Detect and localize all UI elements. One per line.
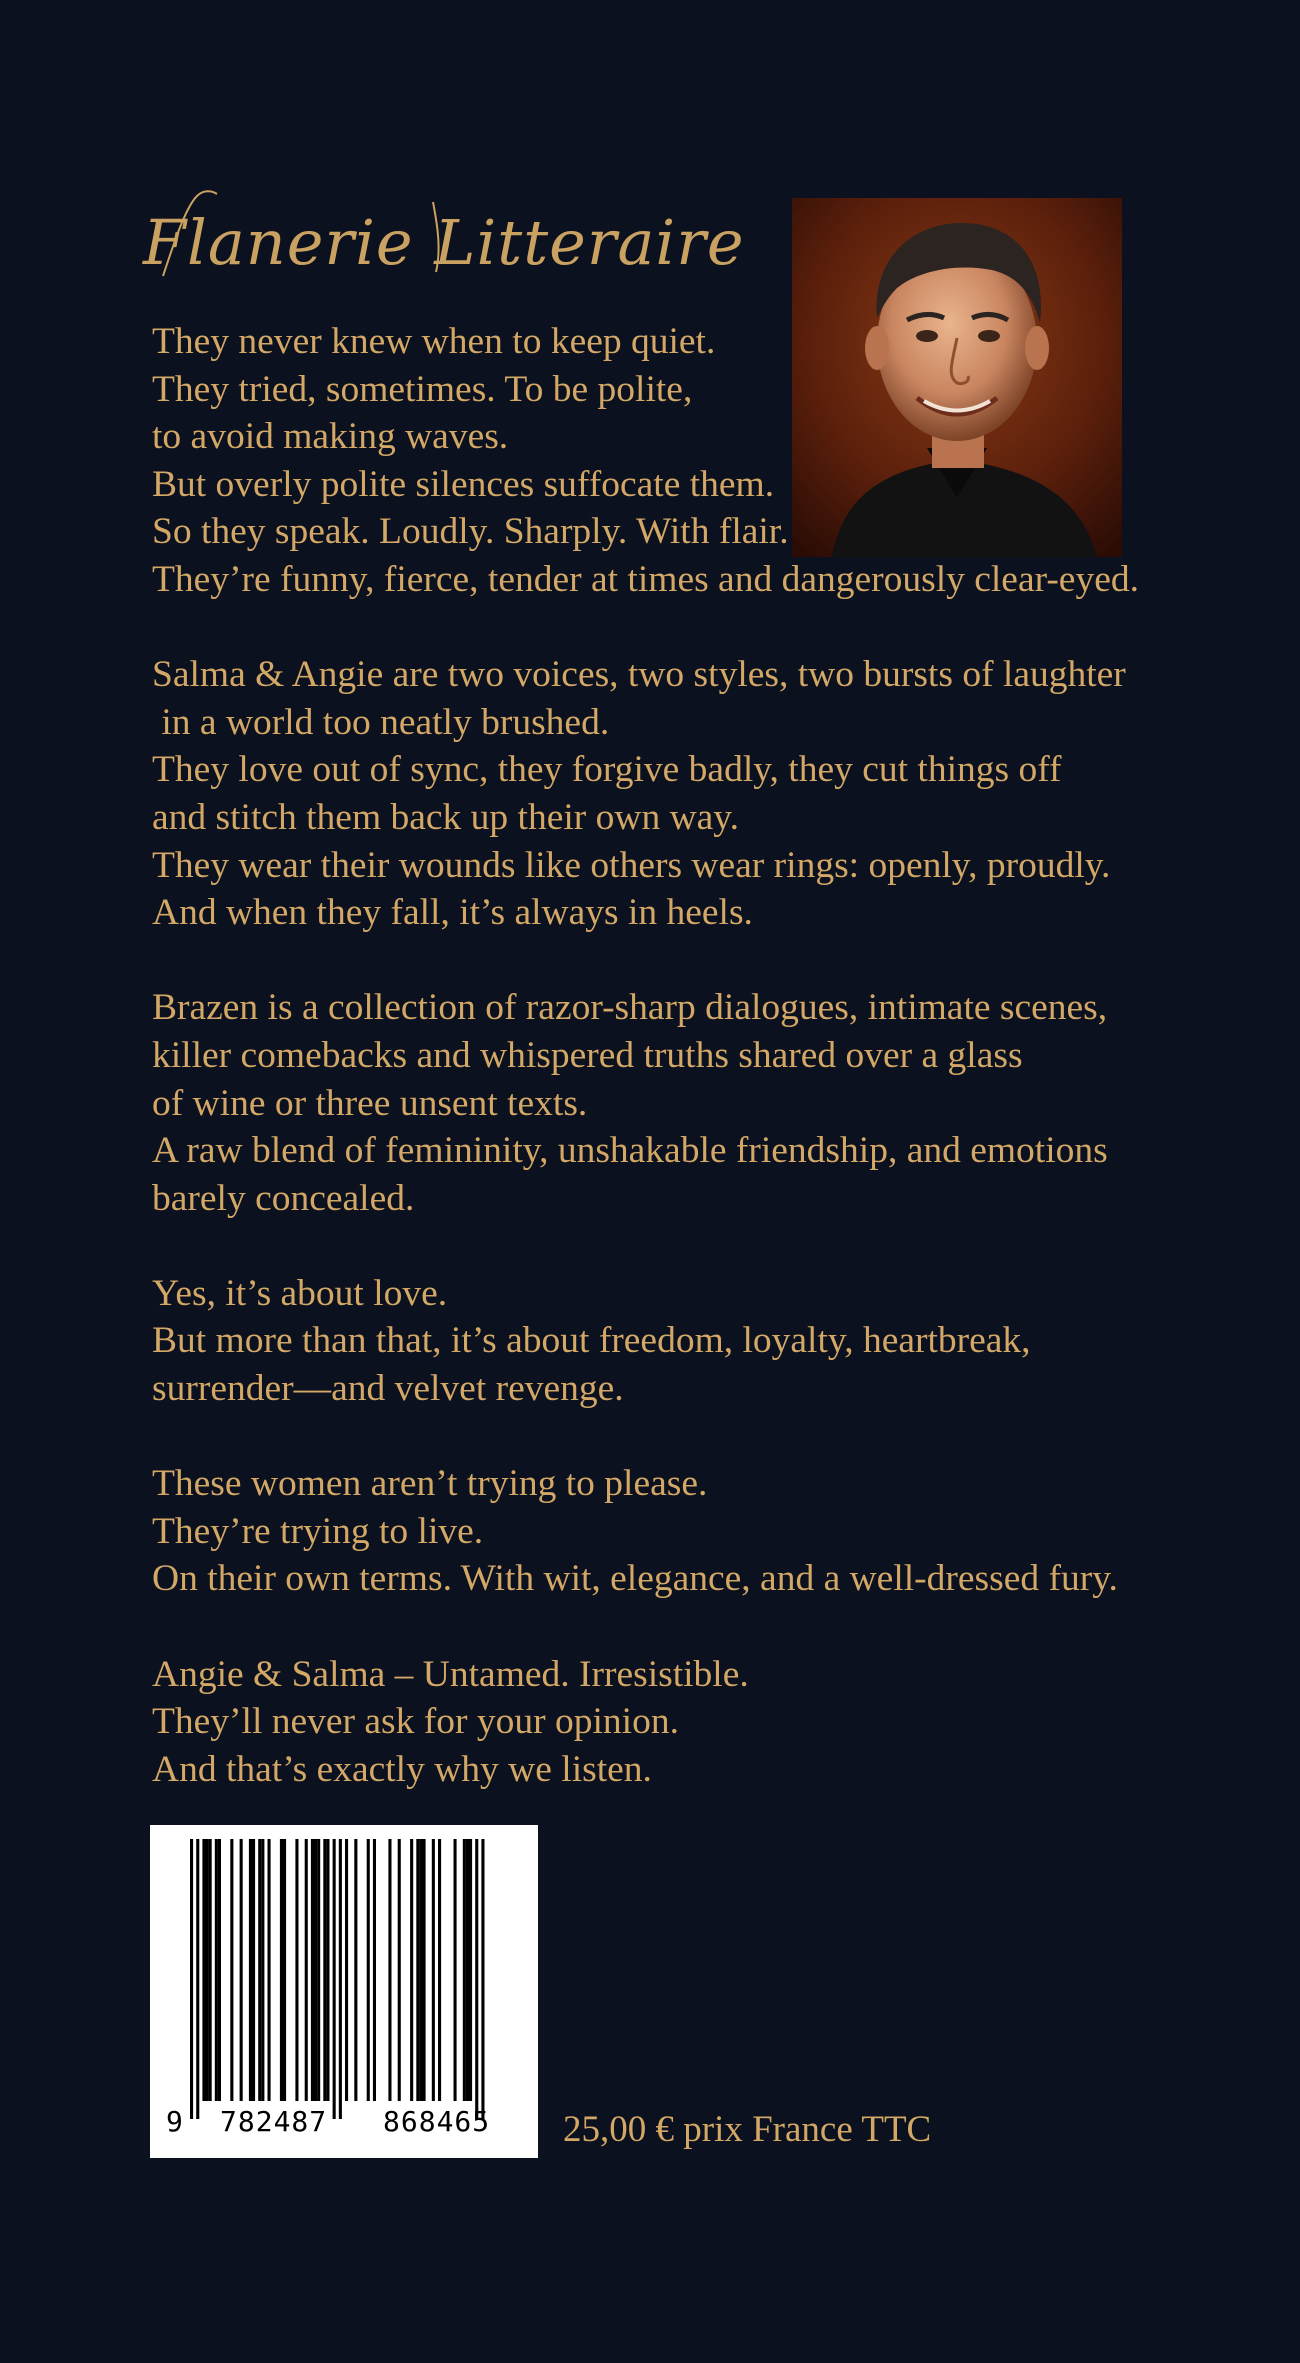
barcode-bar	[230, 1839, 233, 2101]
barcode-left-digits: 782487	[220, 2105, 328, 2138]
blurb-line: Angie & Salma – Untamed. Irresistible.	[152, 1653, 749, 1695]
blurb-line: On their own terms. With wit, elegance, and a well-dressed fury.	[152, 1558, 1118, 1600]
blurb-line: They wear their wounds like others wear rings: openly, proudly.	[152, 844, 1111, 886]
blurb-line: And when they fall, it’s always in heels.	[152, 892, 753, 934]
blurb-line: and stitch them back up their own way.	[152, 796, 739, 838]
blurb-line: A raw blend of femininity, unshakable friendship, and emotions	[152, 1130, 1108, 1172]
publisher-name: Flanerie Litteraire	[143, 206, 745, 279]
barcode-guard-bar	[190, 1839, 193, 2119]
barcode-bar	[280, 1839, 283, 2101]
barcode-bar	[354, 1839, 357, 2101]
blurb-line: They’ll never ask for your opinion.	[152, 1701, 679, 1743]
barcode-bar	[305, 1839, 308, 2101]
isbn-barcode	[150, 1825, 538, 2158]
barcode-bar	[209, 1839, 212, 2101]
barcode-bar	[258, 1839, 261, 2101]
blurb-line: in a world too neatly brushed.	[152, 701, 610, 743]
barcode-bar	[261, 1839, 264, 2101]
blurb-line: They love out of sync, they forgive badly, they cut things off	[152, 749, 1062, 791]
blurb-paragraph-5	[152, 1460, 1152, 1603]
barcode-bar	[373, 1839, 376, 2101]
blurb-line: They never knew when to keep quiet.	[152, 321, 716, 362]
barcode-bar	[295, 1839, 298, 2101]
barcode-bar	[218, 1839, 221, 2101]
barcode-bar	[252, 1839, 255, 2101]
blurb-line: killer comebacks and whispered truths shared over a glass	[152, 1034, 1023, 1076]
barcode-guard-bar	[481, 1839, 484, 2119]
blurb-paragraph-4	[152, 1270, 1152, 1413]
blurb-paragraph-1	[152, 318, 1152, 604]
barcode-bar	[416, 1839, 419, 2101]
barcode-guard-bar	[339, 1839, 342, 2119]
barcode-bar	[311, 1839, 314, 2101]
blurb-paragraph-3	[152, 984, 1152, 1222]
barcode-bar	[314, 1839, 317, 2101]
barcode-bar	[463, 1839, 466, 2101]
barcode-guard-bar	[333, 1839, 336, 2119]
barcode-bar	[469, 1839, 472, 2101]
blurb-line: But more than that, it’s about freedom, loyalty, heartbreak,	[152, 1320, 1031, 1362]
barcode-bar	[419, 1839, 422, 2101]
back-cover-blurb	[152, 318, 1152, 1841]
publisher-logo	[133, 168, 745, 308]
blurb-line: They tried, sometimes. To be polite,	[152, 368, 693, 410]
blurb-paragraph-6	[152, 1651, 1152, 1794]
barcode-bar	[240, 1839, 243, 2101]
barcode-bar	[345, 1839, 348, 2101]
blurb-line: to avoid making waves.	[152, 416, 509, 458]
barcode-bar	[249, 1839, 252, 2101]
blurb-line: And that’s exactly why we listen.	[152, 1748, 652, 1790]
barcode-guard-bar	[196, 1839, 199, 2119]
barcode-bar	[423, 1839, 426, 2101]
barcode-bar	[438, 1839, 441, 2101]
barcode-bar	[215, 1839, 218, 2101]
barcode-bar	[202, 1839, 205, 2101]
barcode-bar	[206, 1839, 209, 2101]
barcode-bar	[317, 1839, 320, 2101]
barcode-bar	[466, 1839, 469, 2101]
barcode-bar	[367, 1839, 370, 2101]
blurb-line: These women aren’t trying to please.	[152, 1463, 708, 1505]
barcode-guard-bar	[475, 1839, 478, 2119]
barcode-right-digits: 868465	[383, 2105, 491, 2138]
barcode-bar	[388, 1839, 391, 2101]
blurb-line: They’re funny, fierce, tender at times and dangerously clear-eyed.	[152, 558, 1139, 600]
barcode-first-digit: 9	[166, 2105, 183, 2138]
blurb-paragraph-2	[152, 651, 1152, 937]
barcode-bar	[432, 1839, 435, 2101]
blurb-line: barely concealed.	[152, 1177, 415, 1219]
blurb-line: Brazen is a collection of razor-sharp dialogues, intimate scenes,	[152, 987, 1108, 1029]
barcode-bar	[268, 1839, 271, 2101]
price-label: 25,00 € prix France TTC	[563, 2109, 932, 2150]
barcode-bar	[410, 1839, 413, 2101]
blurb-line: Yes, it’s about love.	[152, 1272, 448, 1314]
barcode-bar	[283, 1839, 286, 2101]
blurb-line: surrender—and velvet revenge.	[152, 1368, 624, 1410]
blurb-line: of wine or three unsent texts.	[152, 1082, 588, 1124]
barcode-bar	[398, 1839, 401, 2101]
barcode-bar	[323, 1839, 326, 2101]
barcode-bar	[454, 1839, 457, 2101]
blurb-line: So they speak. Loudly. Sharply. With flair.	[152, 511, 789, 553]
barcode-bar	[326, 1839, 329, 2101]
blurb-line: But overly polite silences suffocate them.	[152, 463, 775, 505]
blurb-line: Salma & Angie are two voices, two styles, two bursts of laughter	[152, 654, 1126, 696]
blurb-line: They’re trying to live.	[152, 1510, 484, 1552]
